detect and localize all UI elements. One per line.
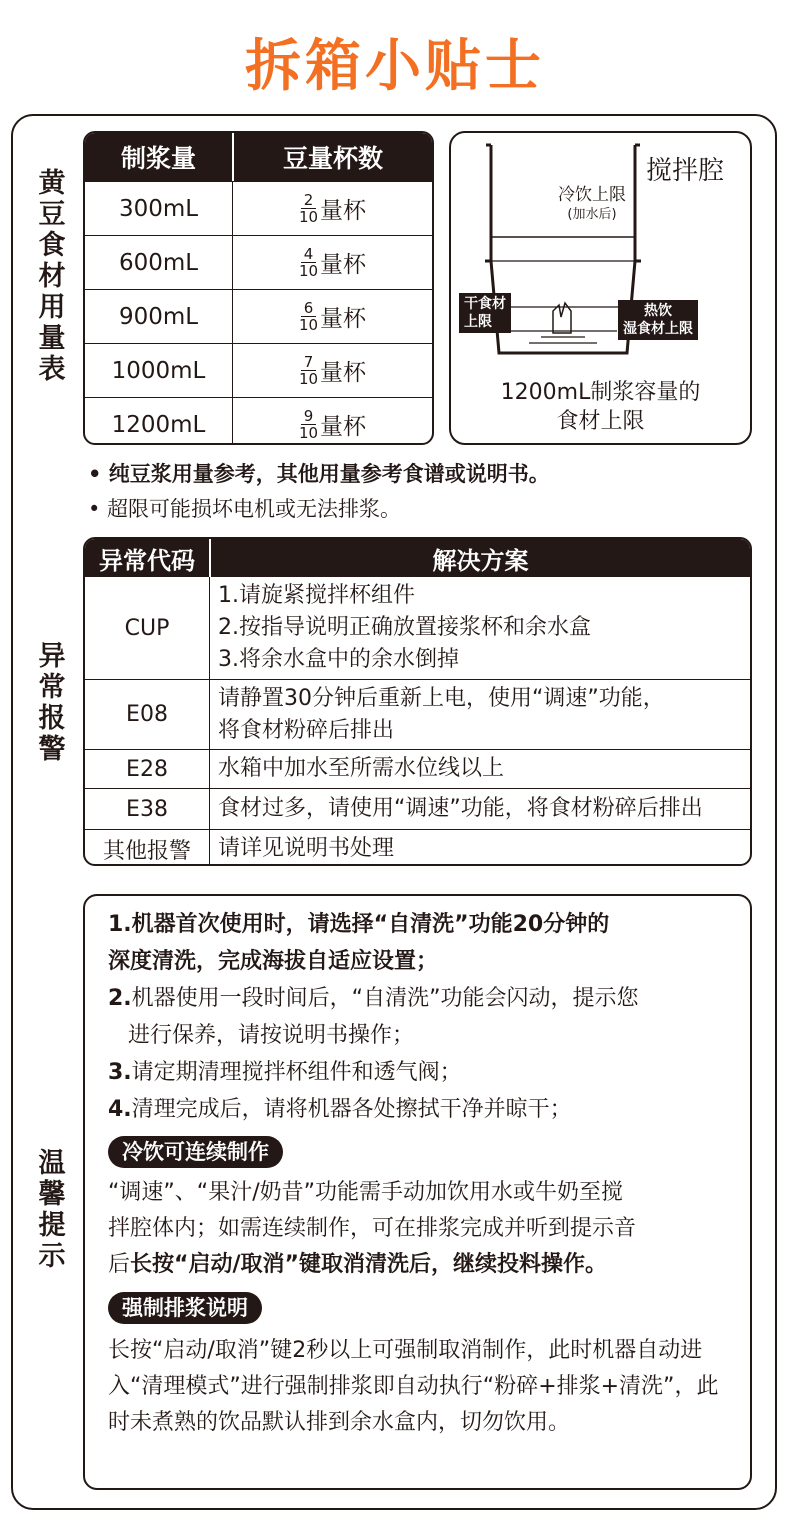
table-row: [85, 343, 432, 397]
table-row: [85, 679, 750, 749]
chamber-caption: 1200mL制浆容量的 食材上限: [500, 380, 701, 434]
forced-drain-section-tag: 强制排浆说明: [108, 1292, 262, 1324]
volume-cell: 300mL: [85, 182, 233, 235]
side-char: 馨: [38, 1179, 66, 1210]
tip-item-1-cont: 深度清洗，完成海拔自适应设置；: [108, 949, 439, 974]
chamber-title: 搅拌腔: [646, 156, 725, 186]
error-code-table: [83, 537, 752, 866]
cups-cell: $\frac{6}{10}$ 量杯: [298, 299, 367, 334]
error-code: 其他报警: [85, 830, 210, 866]
side-char: 警: [38, 734, 66, 765]
side-char: 食: [38, 230, 66, 261]
header-cups: 豆量杯数: [282, 144, 383, 173]
cups-cell: $\frac{2}{10}$ 量杯: [298, 191, 367, 226]
side-label-soy: [32, 168, 72, 385]
table-header: [85, 133, 432, 181]
tip-item-1: 1.机器首次使用时，请选择“自清洗”功能20分钟的: [108, 912, 610, 937]
error-code: CUP: [85, 577, 210, 679]
header-code: 异常代码: [85, 539, 211, 577]
note-bold: • 纯豆浆用量参考，其他用量参考食谱或说明书。: [88, 462, 550, 486]
error-solution: 请静置30分钟后重新上电，使用“调速”功能， 将食材粉碎后排出: [218, 685, 665, 743]
table-row: [85, 749, 750, 788]
tip-item-2: 2.机器使用一段时间后，“自清洗”功能会闪动，提示您: [108, 986, 639, 1011]
cups-cell: $\frac{7}{10}$ 量杯: [298, 353, 367, 388]
error-solution: 请详见说明书处理: [218, 836, 395, 861]
fraction: $\frac{9}{10}$: [298, 407, 319, 442]
side-char: 报: [38, 703, 66, 734]
side-char: 常: [38, 672, 66, 703]
table-row: [85, 829, 750, 866]
table-row: [85, 577, 750, 679]
page-title: 拆箱小贴士: [245, 34, 545, 99]
error-solution: 食材过多，请使用“调速”功能，将食材粉碎后排出: [218, 796, 703, 821]
dry-ingredient-limit-label: 干食材 上限: [459, 293, 511, 333]
header-solution: 解决方案: [432, 546, 529, 575]
tip-item-3: 3.请定期清理搅拌杯组件和透气阀；: [108, 1060, 462, 1085]
side-char: 量: [38, 323, 66, 354]
error-code: E38: [85, 789, 210, 829]
side-char: 豆: [38, 199, 66, 230]
fraction: $\frac{6}{10}$: [298, 299, 319, 334]
side-char: 表: [38, 354, 66, 385]
table-row: [85, 181, 432, 235]
volume-cell: 1000mL: [85, 344, 233, 397]
side-char: 示: [38, 1241, 66, 1272]
side-char: 黄: [38, 168, 66, 199]
error-solution: 1.请旋紧搅拌杯组件 2.按指导说明正确放置接浆杯和余水盒 3.将余水盒中的余水倒掉: [218, 583, 591, 672]
header-volume: 制浆量: [85, 133, 234, 181]
table-row: [85, 397, 432, 445]
volume-cell: 900mL: [85, 290, 233, 343]
table-row: [85, 235, 432, 289]
side-char: 材: [38, 261, 66, 292]
tip-item-4: 4.清理完成后，请将机器各处擦拭干净并晾干；: [108, 1097, 572, 1122]
table-row: [85, 788, 750, 829]
table-row: [85, 289, 432, 343]
forced-drain-paragraph: 长按“启动/取消”键2秒以上可强制取消制作，此时机器自动进入“清理模式”进行强制排浆即自动执行“粉碎+排浆+清洗”，此时未煮熟的饮品默认排到余水盒内，切勿饮用。: [108, 1338, 719, 1435]
side-char: 温: [38, 1148, 66, 1179]
cups-cell: $\frac{9}{10}$ 量杯: [298, 407, 367, 442]
cold-drink-paragraph: “调速”、“果汁/奶昔”功能需手动加饮用水或牛奶至搅 拌腔体内；如需连续制作，可在排浆完成并听到提示音 后长按“启动/取消”键取消清洗后，继续投料操作。: [108, 1180, 637, 1277]
error-code: E08: [85, 680, 210, 749]
fraction: $\frac{4}{10}$: [298, 245, 319, 280]
note-normal: • 超限可能损坏电机或无法排浆。: [88, 497, 402, 521]
cold-drink-section-tag: 冷饮可连续制作: [108, 1136, 283, 1168]
tip-item-2-cont: 进行保养，请按说明书操作；: [128, 1023, 415, 1048]
volume-cell: 1200mL: [85, 398, 233, 445]
cold-drink-limit: 冷饮上限 (加水后): [558, 185, 626, 222]
error-solution: 水箱中加水至所需水位线以上: [218, 756, 505, 781]
side-char: 异: [38, 641, 66, 672]
fraction: $\frac{7}{10}$: [298, 353, 319, 388]
volume-cell: 600mL: [85, 236, 233, 289]
fraction: $\frac{2}{10}$: [298, 191, 319, 226]
side-char: 提: [38, 1210, 66, 1241]
side-label-alarm: [32, 641, 72, 765]
cups-cell: $\frac{4}{10}$ 量杯: [298, 245, 367, 280]
side-label-tips: [32, 1148, 72, 1272]
error-code: E28: [85, 750, 210, 788]
table-header: [85, 539, 750, 577]
soy-amount-table: [83, 131, 434, 445]
hot-drink-limit-label: 热饮 湿食材上限: [618, 300, 698, 340]
side-char: 用: [38, 292, 66, 323]
